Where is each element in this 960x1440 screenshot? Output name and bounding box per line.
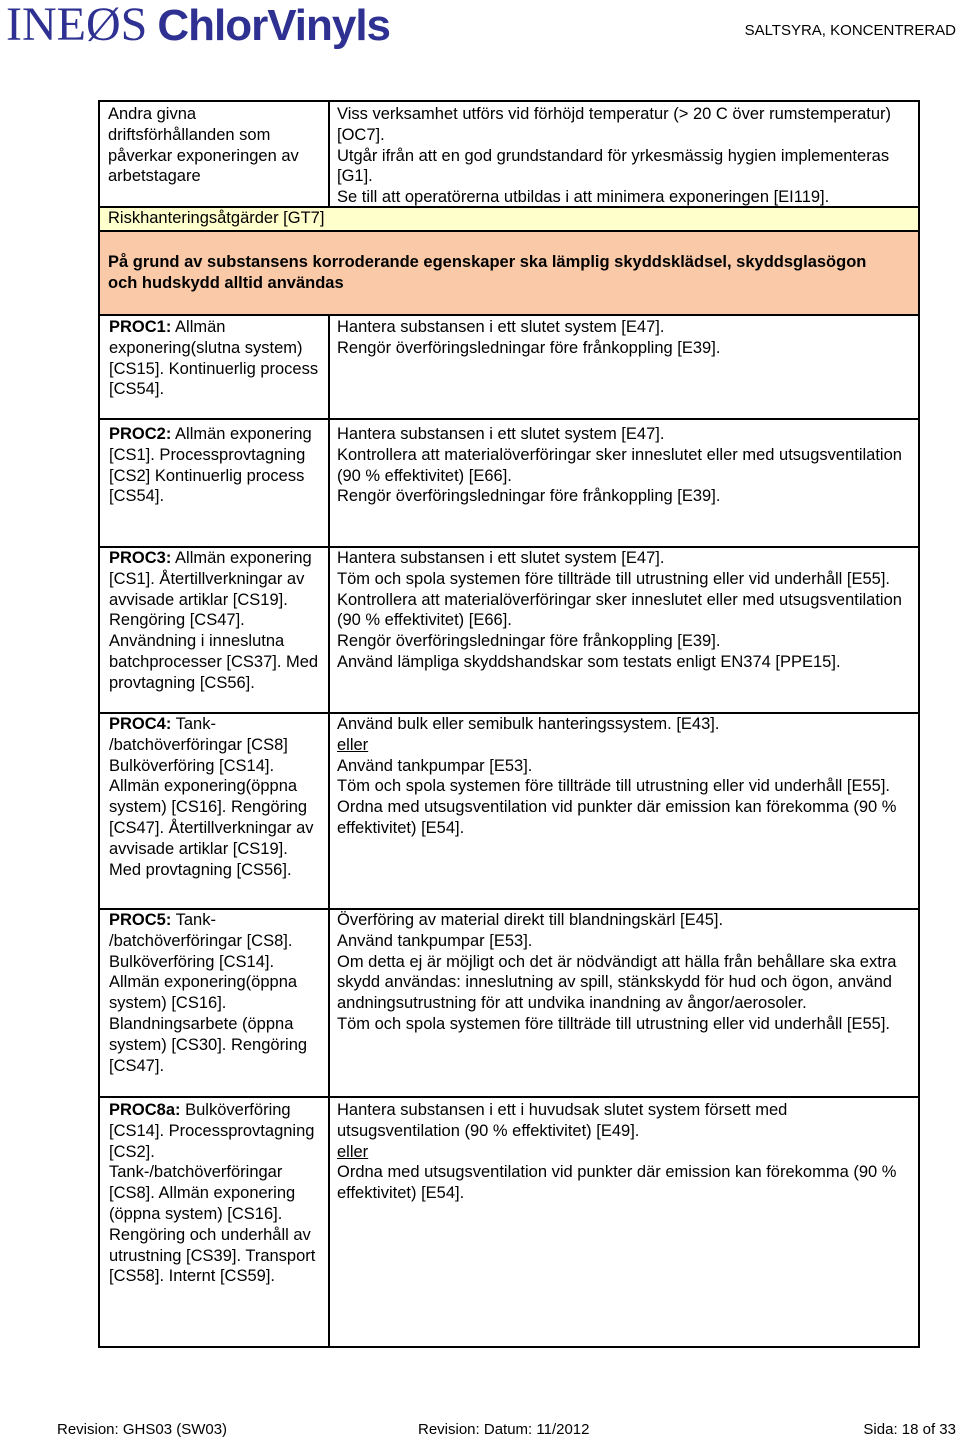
column-divider	[328, 102, 330, 208]
risk-management-header	[98, 206, 920, 230]
measure-line: Rengör överföringsledningar före frånkoppling [E39].	[337, 632, 721, 651]
measure-line: Töm och spola systemen före tillträde till utrustning eller vid underhåll [E55].	[337, 569, 891, 588]
column-divider	[328, 316, 330, 418]
column-divider	[328, 1098, 330, 1346]
document-title: SALTSYRA, KONCENTRERAD	[744, 22, 956, 39]
measure-line: Kontrollera att materialöverföringar sker inneslutet eller med utsugsventilation (90 % effektivitet) [E66].	[337, 445, 902, 485]
proc-description	[109, 548, 319, 694]
proc-desc-text: Allmän exponering [CS1]. Återtillverkningar av avvisade artiklar [CS19]. Rengöring [CS47]. Användning i inneslutna batchprocesser [CS37]. Med provtagning [CS56].	[109, 549, 319, 692]
proc-code: PROC8a:	[109, 1101, 181, 1119]
proc-description	[109, 910, 319, 1076]
proc-row	[98, 420, 920, 548]
proc-measures	[337, 910, 912, 1035]
proc-code: PROC5:	[109, 911, 172, 929]
measure-line-or: eller	[337, 735, 369, 754]
proc-code: PROC4:	[109, 715, 172, 733]
proc-row	[98, 714, 920, 910]
proc-desc-text: Tank- /batchöverföringar [CS8] Bulköverföring [CS14]. Allmän exponering(öppna system) [CS16]. Rengöring [CS47]. Återtillverkningar av avvisade artiklar [CS19]. Med provtagning [CS56].	[109, 715, 314, 879]
logo-chlorvinyls-text: ChlorVinyls	[157, 1, 391, 50]
column-divider	[328, 910, 330, 1096]
proc-measures	[337, 317, 912, 359]
proc-description	[109, 317, 319, 400]
proc-code: PROC3:	[109, 549, 172, 567]
proc-row	[98, 1098, 920, 1348]
footer-page-number: Sida: 18 of 33	[863, 1421, 956, 1438]
column-divider	[328, 548, 330, 712]
footer-revision: Revision: GHS03 (SW03)	[57, 1421, 228, 1438]
measure-line: Överföring av material direkt till blandningskärl [E45].	[337, 911, 724, 929]
ineos-chlorvinyls-logo	[6, 0, 390, 51]
measure-line: Ordna med utsugsventilation vid punkter där emission kan förekomma (90 % effektivitet) [E54].	[337, 798, 897, 837]
column-divider	[328, 714, 330, 908]
measure-line: Töm och spola systemen före tillträde till utrustning eller vid underhåll [E55].	[337, 777, 891, 796]
proc-desc-text: Allmän exponering [CS1]. Processprovtagning [CS2] Kontinuerlig process [CS54].	[109, 425, 312, 506]
condition-line: Se till att operatörerna utbildas i att minimera exponeringen [EI119].	[337, 188, 830, 207]
conditions-table	[98, 100, 920, 206]
page-header	[0, 0, 960, 60]
proc-description	[109, 714, 319, 880]
conditions-text	[337, 104, 912, 208]
measure-line: Rengör överföringsledningar före frånkoppling [E39].	[337, 487, 721, 506]
measure-line: Rengör överföringsledningar före frånkoppling [E39].	[337, 338, 721, 357]
measure-line: Använd tankpumpar [E53].	[337, 756, 533, 775]
measure-line: Kontrollera att materialöverföringar sker inneslutet eller med utsugsventilation (90 % effektivitet) [E66].	[337, 590, 902, 630]
measure-line-or: eller	[337, 1142, 369, 1161]
column-divider	[328, 420, 330, 546]
proc-measures	[337, 714, 912, 839]
measure-line: Använd bulk eller semibulk hanteringssystem. [E43].	[337, 715, 720, 733]
proc-description	[109, 1100, 319, 1287]
proc-measures	[337, 548, 912, 673]
proc-measures	[337, 1100, 912, 1204]
risk-management-title: Riskhanteringsåtgärder [GT7]	[108, 209, 325, 227]
proc-desc-text: Allmän exponering(slutna system) [CS15]. Kontinuerlig process [CS54].	[109, 318, 319, 399]
proc-description	[109, 424, 319, 507]
warning-text: På grund av substansens korroderande egenskaper ska lämplig skyddsklädsel, skyddsglasögon och hudskydd alltid användas	[108, 253, 867, 292]
corrosive-warning-box	[98, 230, 920, 316]
condition-line: Utgår ifrån att en god grundstandard för yrkesmässig hygien implementeras [G1].	[337, 146, 890, 186]
proc-code: PROC2:	[109, 425, 172, 443]
proc-measures	[337, 424, 912, 507]
proc-desc-text: Bulköverföring [CS14]. Processprovtagning [CS2]. Tank-/batchöverföringar [CS8]. Allmän exponering (öppna system) [CS16]. Rengöring och underhåll av utrustning [CS39]. Transport [CS58]. Internt [CS59].	[109, 1101, 316, 1286]
measure-line: Hantera substansen i ett slutet system [E47].	[337, 549, 665, 567]
measure-line: Ordna med utsugsventilation vid punkter där emission kan förekomma (90 % effektivitet) [E54].	[337, 1163, 897, 1203]
conditions-label: Andra givna driftsförhållanden som påverkar exponeringen av arbetstagare	[108, 105, 299, 186]
measure-line: Hantera substansen i ett slutet system [E47].	[337, 425, 665, 443]
footer-revision-date: Revision: Datum: 11/2012	[418, 1421, 590, 1438]
proc-row	[98, 316, 920, 420]
condition-line: Viss verksamhet utförs vid förhöjd temperatur (> 20 C över rumstemperatur) [OC7].	[337, 105, 892, 144]
measure-line: Använd lämpliga skyddshandskar som testats enligt EN374 [PPE15].	[337, 652, 841, 671]
proc-desc-text: Tank- /batchöverföringar [CS8]. Bulköverföring [CS14]. Allmän exponering(öppna system) [CS16]. Blandningsarbete (öppna system) [CS30]. Rengöring [CS47].	[109, 911, 308, 1075]
measure-line: Hantera substansen i ett i huvudsak slutet system försett med utsugsventilation (90 % effektivitet) [E49].	[337, 1101, 788, 1140]
measure-line: Om detta ej är möjligt och det är nödvändigt att hälla från behållare ska extra skydd användas: inneslutning av spill, stänkskydd för hud och ögon, använd andningsutrustning för att undvika inandning av ångor/aerosoler.	[337, 952, 897, 1013]
logo-ineos-text: INEØS	[6, 0, 148, 51]
measure-line: Hantera substansen i ett slutet system [E47].	[337, 318, 665, 336]
proc-row	[98, 548, 920, 714]
proc-row	[98, 910, 920, 1098]
proc-code: PROC1:	[109, 318, 172, 336]
measure-line: Töm och spola systemen före tillträde till utrustning eller vid underhåll [E55].	[337, 1014, 891, 1033]
measure-line: Använd tankpumpar [E53].	[337, 931, 533, 950]
